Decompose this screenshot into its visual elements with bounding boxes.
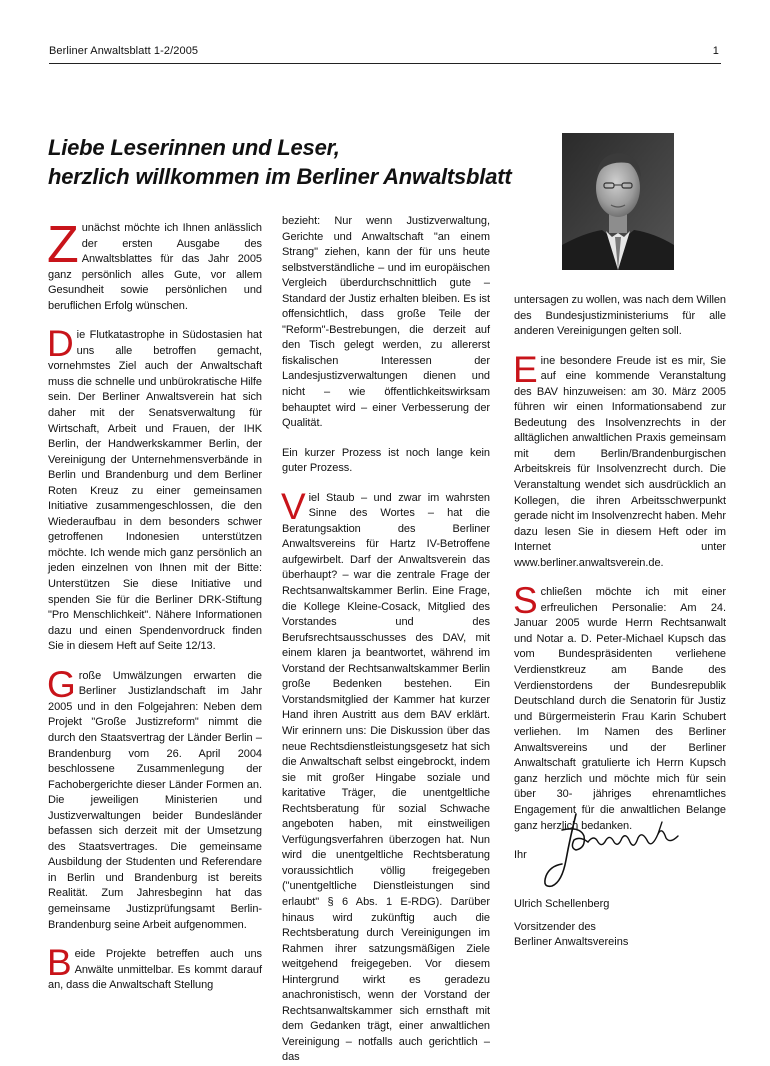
paragraph-text: iel Staub – und zwar im wahrsten Sinne des Wortes – hat die Beratungsaktion des Berliner Anwaltsvereins für Hartz IV-Betroffene aufgewirbelt. Darf der Anwaltsverein das überhaupt? – war die zentrale Frage der Rechtsanwaltskammer Berlin. Eine Frage, die Kollege Kleine-Cosack, Mitglied des Vorstandes und des Berufsrechtsausschusses des DAV, mit einem klaren ja beantwortet, während im Vorstand der Rechtsanwaltskammer Berlin große Bedenken bestehen. Ein Vorstandsmitglied der Kammer hat kurzer Hand ihren Austritt aus dem BAV erklärt. Wir erinnern uns: Die Diskussion über das neue Rechtsdienstleistungsgesetz hat sich die Anwaltschaft selbst eingebrockt, indem sie mit großer Hingabe soziale und karitative Träger, die unentgeltliche Rechtsberatung für sozial Schwache angeboten haben, mit einstweiligen Verfügungsverfahren überzogen hat. Nun wird die unentgeltliche Rechtsberatung voraussichtlich völlig freigegeben ("unentgeltliche Dienstleistungen sind erlaubt" § 6 Abs. 1 E-RDG). Darüber hinaus wird zukünftig auch die Rechtsberatung durch Vereinigungen im Rahmen ihrer satzungsmäßigen Ziele weitgehend freigegeben. Vor diesem Hintergrund wirkt es geradezu anachronistisch, wenn der Vorstand der Rechtsanwaltskammer sich ernsthaft mit dem Gedanken trägt, einer anwaltlichen Vereinigung – notfalls auch gerichtlich – das (282, 491, 490, 1064)
paragraph-text: chließen möchte ich mit einer erfreulichen Personalie: Am 24. Januar 2005 wurde Herrn Rechtsanwalt und Notar a. D. Peter-Michael Kupsch das vom Bundespräsidenten verliehene Verdienstkreuz am Bande des Verdienstordens der Bundesrepublik Deutschland durch die Senatorin für Justiz und Bürgermeisterin Frau Karin Schubert verliehen. Im Namen des Berliner Anwaltsvereins und der Berliner Anwaltschaft gratulierte ich Herrn Kupsch ganz herzlich und möchte mich für sein über 30- jähriges ehrenamtliches Engagement für die anwaltlichen Belange ganz herzlich bedanken. (514, 586, 726, 832)
title-line-2: herzlich willkommen im Berliner Anwaltsblatt (48, 164, 512, 189)
paragraph-text: unächst möchte ich Ihnen anlässlich der ersten Ausgabe des Anwaltsblattes für das Jahr 2005 ganz persönlich alles Gute, vor allem Gesundheit sowie persönlichen und beruflichen Erfolg wünschen. (48, 222, 262, 312)
drop-cap: D (47, 323, 74, 365)
portrait-image (562, 133, 674, 270)
page-number: 1 (712, 45, 719, 57)
paragraph (513, 580, 726, 834)
paragraph (281, 485, 490, 1066)
paragraph (47, 323, 262, 654)
column-1 (47, 216, 262, 994)
signer-name: Ulrich Schellenberg (514, 898, 610, 910)
page-title (48, 133, 548, 191)
paragraph: Ein kurzer Prozess ist noch lange kein guter Prozess. (282, 446, 490, 475)
author-portrait (562, 133, 674, 270)
paragraph: untersagen zu wollen, was nach dem Willen des Bundesjustizministeriums für alle anderen Vereinigungen gelten soll. (514, 294, 726, 338)
handwritten-signature (540, 808, 690, 894)
column-2 (282, 214, 490, 1066)
paragraph (47, 216, 262, 314)
paragraph (47, 942, 262, 994)
signer-role-line-1: Vorsitzender des (514, 921, 596, 933)
drop-cap: E (513, 348, 538, 390)
paragraph-text: roße Umwälzungen erwarten die Berliner Justizlandschaft im Jahr 2005 und in den Folgejahren: Neben dem Projekt "Große Justizreform" nimmt die durch den Staatsvertrag der Länder Berlin – Brandenburg vom 26. April 2004 beschlossene Zusammenlegung der Fachobergerichte dieser Länder Formen an. Die jeweiligen Ministerien und Justizverwaltungen beider Bundesländer befassen sich derzeit mit der Umsetzung des Staatsvertrages. Die gemeinsame Ausbildung der Studenten und Referendare in Berlin und Brandenburg ist bereits Realität. Zum Jahresbeginn hat das gemeinsame Justizprüfungsamt Berlin-Brandenburg seine Arbeit aufgenommen. (48, 669, 262, 931)
drop-cap: G (47, 663, 76, 705)
paragraph (47, 663, 262, 933)
paragraph-text: ine besondere Freude ist es mir, Sie auf eine kommende Veranstaltung des BAV hinzuweisen: am 30. März 2005 führen wir einen Informationsabend zur Bedeutung des Insolvenzrechts in der alltäglichen anwaltlichen Praxis gemeinsam mit dem Berlin/Brandenburgischen Arbeitskreis für Insolvenzrecht durch. Die Veranstaltung wendet sich ausdrücklich an Kollegen, die ihren Arbeitsschwerpunkt gerade nicht im Insolvenzrecht haben. Mehr dazu lesen Sie in diesem Heft oder im Internet unter www.berliner.anwaltsverein.de. (514, 354, 726, 569)
drop-cap: S (513, 580, 538, 622)
column-3 (514, 293, 726, 864)
drop-cap: V (281, 485, 306, 527)
running-head (49, 45, 721, 63)
drop-cap: B (47, 942, 72, 984)
drop-cap: Z (47, 216, 79, 274)
paragraph (513, 348, 726, 572)
publication-name: Berliner Anwaltsblatt 1-2/2005 (49, 45, 199, 57)
signer-role-line-2: Berliner Anwaltsvereins (514, 936, 629, 948)
paragraph-text: eide Projekte betreffen auch uns Anwälte unmittelbar. Es kommt darauf an, dass die Anwaltschaft Stellung (48, 948, 262, 992)
title-line-1: Liebe Leserinnen und Leser, (48, 135, 340, 160)
closing-greeting: Ihr (514, 849, 527, 862)
header-rule (49, 63, 721, 64)
paragraph-text: ie Flutkatastrophe in Südostasien hat uns alle betroffen gemacht, vornehmstes Ziel auch der Anwaltschaft muss die schnelle und unbürokratische Hilfe sein. Der Berliner Anwaltsverein hat sich daher mit der Senatsverwaltung für Wirtschaft, Arbeit und Frauen, der IHK Berlin, der Handwerkskammer Berlin, der Vereinigung der Unternehmensverbände in Berlin und Brandenburg und dem Berliner Roten Kreuz zu einer gemeinsamen Initiative zusammengeschlossen, die den Wiederaufbau in dem besonders schwer getroffenen Indonesien unterstützen möchte. Ich wende mich ganz persönlich an jeden einzelnen von Ihnen mit der Bitte: Unterstützen Sie diese Initiative und spenden Sie für die Berliner DRK-Stiftung "Pro Menschlichkeit". Nähere Informationen dazu und einen Spendenvordruck finden Sie in diesem Heft auf Seite 12/13. (48, 329, 262, 653)
paragraph: bezieht: Nur wenn Justizverwaltung, Gerichte und Anwaltschaft "an einem Strang" ziehen, kann der für uns heute selbstverständliche – und im europäischen Vergleich überdurchschnittlich gute – Standard der Justiz erhalten bleiben. Es ist offensichtlich, dass große Teile der "Reform"-Bestrebungen, die derzeit auf den Tisch gelegt werden, zu allererst fiskalischen Interessen der Landesjustizverwaltungen dienen und nicht – wie öffentlichkeitswirksam behauptet wird – einer Verbesserung der Qualität. (282, 215, 490, 430)
